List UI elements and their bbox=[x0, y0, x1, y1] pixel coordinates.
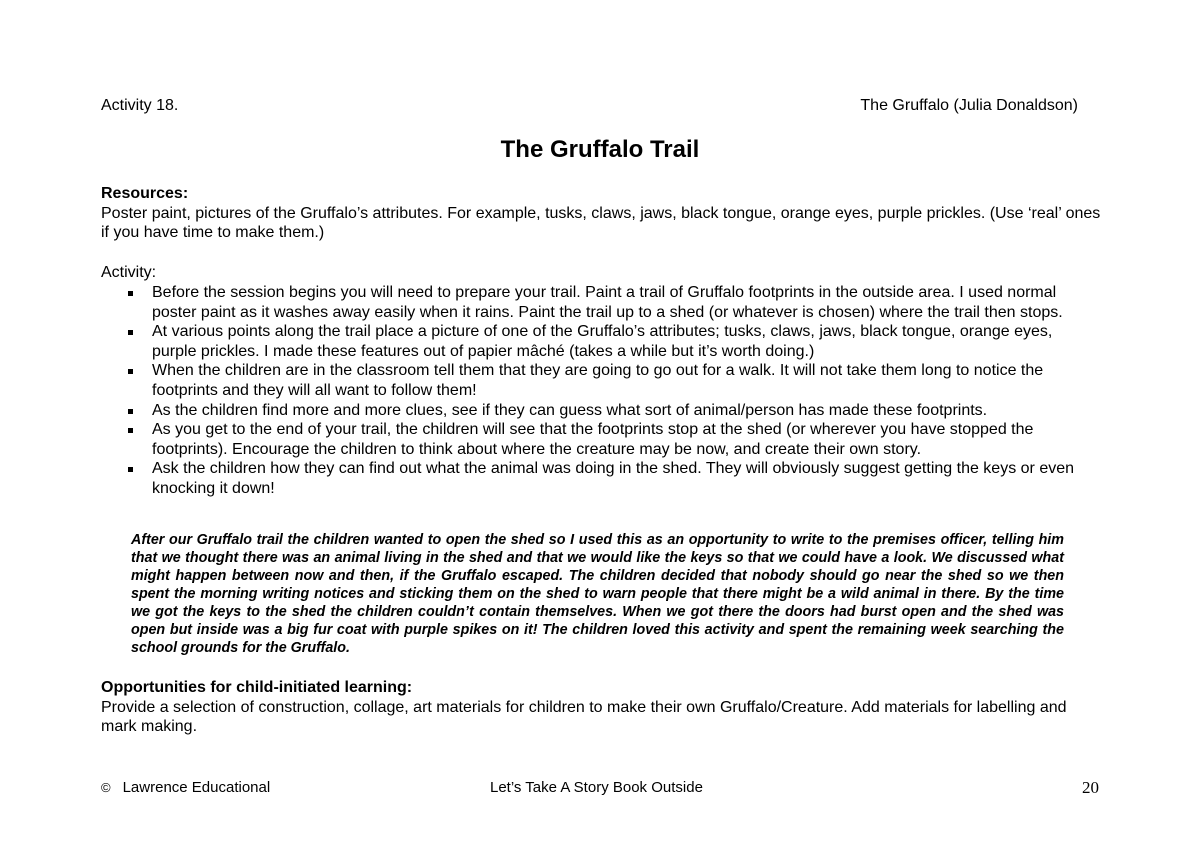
activity-list bbox=[128, 283, 1090, 499]
list-item bbox=[128, 401, 1090, 421]
list-item-text: Before the session begins you will need to prepare your trail. Paint a trail of Gruffalo footprints in the outside area. I used normal poster paint as it washes away easily when it rains. Paint the trail up to a shed (or whatever is chosen) where the trail then stops. bbox=[152, 284, 1063, 321]
list-item-text: At various points along the trail place a picture of one of the Gruffalo’s attributes; tusks, claws, jaws, black tongue, orange eyes, purple prickles. I made these features out of papier mâché (takes a while but it’s worth doing.) bbox=[152, 323, 1053, 360]
bullet-marker bbox=[128, 330, 133, 335]
bullet-marker bbox=[128, 291, 133, 296]
footer-publisher bbox=[101, 779, 270, 796]
page-title: The Gruffalo Trail bbox=[500, 136, 700, 163]
list-item bbox=[128, 283, 1090, 322]
page-number: 20 bbox=[1082, 778, 1099, 797]
activity-number: Activity 18. bbox=[101, 97, 179, 114]
bullet-marker bbox=[128, 428, 133, 433]
list-item bbox=[128, 322, 1090, 361]
resources-section bbox=[101, 184, 1101, 243]
resources-text: Poster paint, pictures of the Gruffalo’s attributes. For example, tusks, claws, jaws, black tongue, orange eyes, purple prickles. (Use ‘real’ ones if you have time to make them.) bbox=[101, 204, 1101, 242]
opportunities-section bbox=[101, 678, 1101, 737]
opportunities-heading: Opportunities for child-initiated learning: bbox=[101, 679, 413, 696]
activity-heading: Activity: bbox=[101, 264, 157, 281]
publisher-name: Lawrence Educational bbox=[122, 779, 271, 796]
list-item bbox=[128, 420, 1090, 459]
teacher-note: After our Gruffalo trail the children wanted to open the shed so I used this as an opportunity to write to the premises officer, telling him that we thought there was an animal living in the shed and that we would like the keys so that we could have a look. We discussed what might happen between now and then, if the Gruffalo escaped. The children decided that nobody should go near the shed so we then spent the morning writing notices and sticking them on the shed to warn people that there might be a wild animal in there. By the time we got the keys to the shed the children couldn’t contain themselves. When we got there the doors had burst open and the shed was open but inside was a big fur coat with purple spikes on it! The children loved this activity and spent the remaining week searching the school grounds for the Gruffalo. bbox=[131, 532, 1064, 656]
copyright-icon: © bbox=[101, 780, 111, 795]
bullet-marker bbox=[128, 409, 133, 414]
footer-book-title: Let’s Take A Story Book Outside bbox=[490, 779, 703, 796]
list-item-text: When the children are in the classroom tell them that they are going to go out for a walk. It will not take them long to notice the footprints and they will all want to follow them! bbox=[152, 362, 1044, 399]
opportunities-text: Provide a selection of construction, collage, art materials for children to make their own Gruffalo/Creature. Add materials for labelling and mark making. bbox=[101, 698, 1067, 736]
list-item bbox=[128, 459, 1090, 498]
bullet-marker bbox=[128, 369, 133, 374]
bullet-marker bbox=[128, 467, 133, 472]
list-item-text: As the children find more and more clues, see if they can guess what sort of animal/person has made these footprints. bbox=[152, 401, 988, 419]
list-item bbox=[128, 361, 1090, 400]
list-item-text: As you get to the end of your trail, the children will see that the footprints stop at the shed (or wherever you have stopped the footprints). Encourage the children to think about where the creature may be now, and create their own story. bbox=[152, 421, 1034, 458]
resources-heading: Resources: bbox=[101, 185, 189, 202]
book-reference: The Gruffalo (Julia Donaldson) bbox=[860, 97, 1078, 114]
list-item-text: Ask the children how they can find out what the animal was doing in the shed. They will obviously suggest getting the keys or even knocking it down! bbox=[152, 460, 1075, 497]
